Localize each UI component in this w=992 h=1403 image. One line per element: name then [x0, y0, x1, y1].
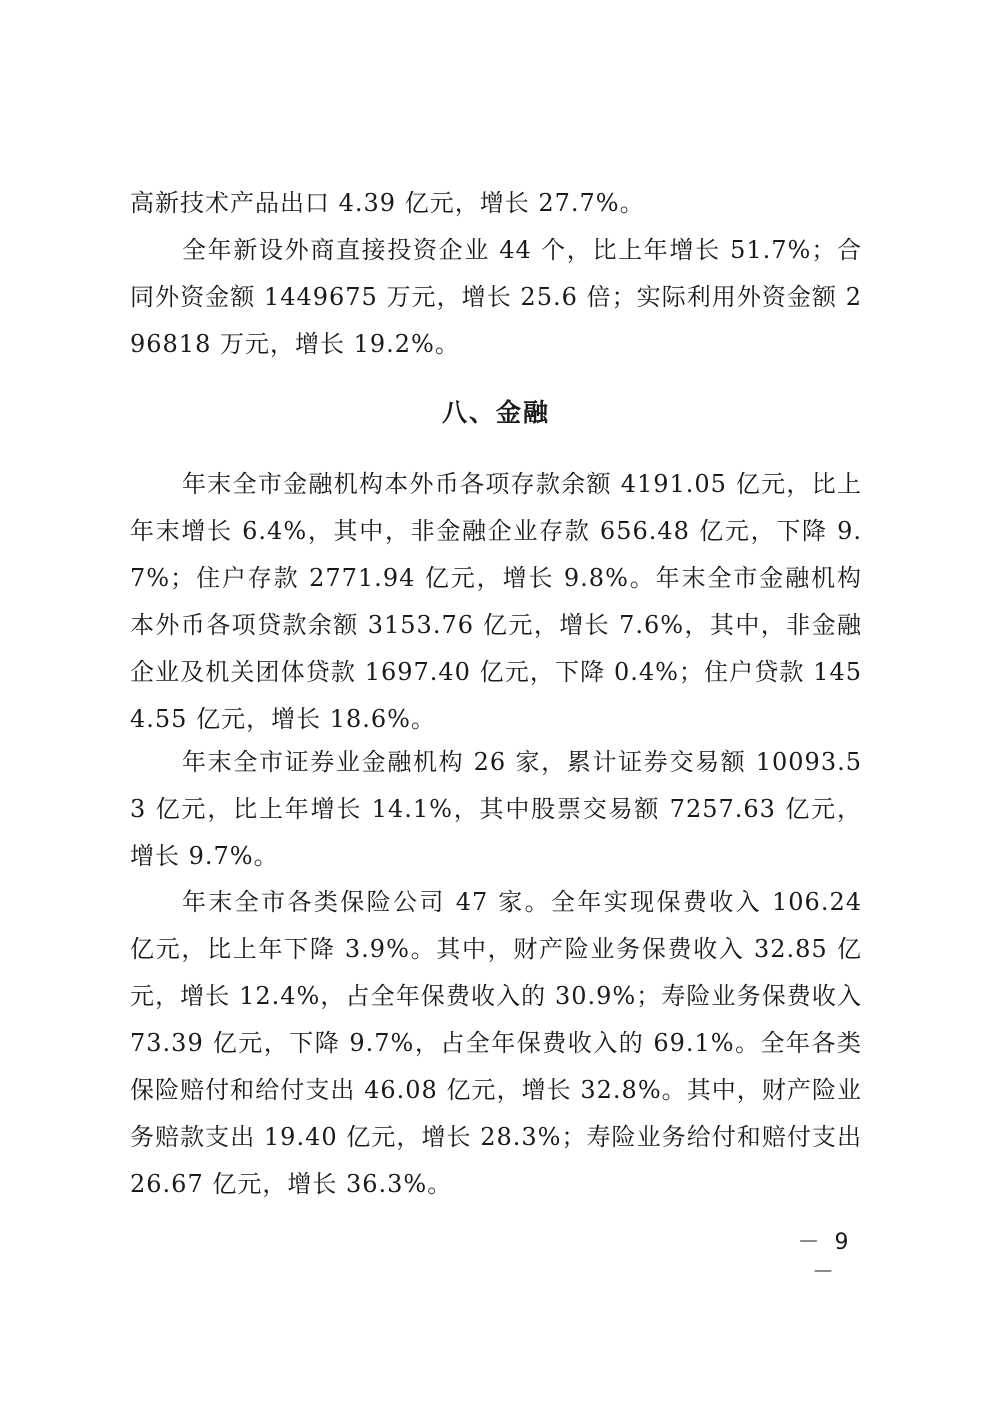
section-heading-finance: 八、金融: [441, 398, 550, 427]
paragraph-deposits-loans: 年末全市金融机构本外币各项存款余额 4191.05 亿元，比上年末增长 6.4%，其中，非金融企业存款 656.48 亿元，下降 9.7%；住户存款 2771.94 亿元，增长 9.8%。年末全市金融机构本外币各项贷款余额 3153.76 亿元，增长 7.6%，其中，非金融企业及机关团体贷款 1697.40 亿元，下降 0.4%；住户贷款 1454.55 亿元，增长 18.6%。: [130, 470, 862, 733]
page-number: － 9 －: [797, 1230, 853, 1285]
paragraph-foreign-investment: 全年新设外商直接投资企业 44 个，比上年增长 51.7%；合同外资金额 1449675 万元，增长 25.6 倍；实际利用外资金额 296818 万元，增长 19.2%。: [130, 236, 862, 358]
paragraph-securities: 年末全市证券业金融机构 26 家，累计证券交易额 10093.53 亿元，比上年增长 14.1%，其中股票交易额 7257.63 亿元，增长 9.7%。: [130, 748, 862, 870]
paragraph-insurance: 年末全市各类保险公司 47 家。全年实现保费收入 106.24 亿元，比上年下降 3.9%。其中，财产险业务保费收入 32.85 亿元，增长 12.4%，占全年保费收入的 30.9%；寿险业务保费收入 73.39 亿元，下降 9.7%，占全年保费收入的 69.1%。全年各类保险赔付和给付支出 46.08 亿元，增长 32.8%。其中，财产险业务赔款支出 19.40 亿元，增长 28.3%；寿险业务给付和赔付支出 26.67 亿元，增长 36.3%。: [130, 888, 862, 1198]
paragraph-hightech-exports: 高新技术产品出口 4.39 亿元，增长 27.7%。: [130, 189, 645, 217]
